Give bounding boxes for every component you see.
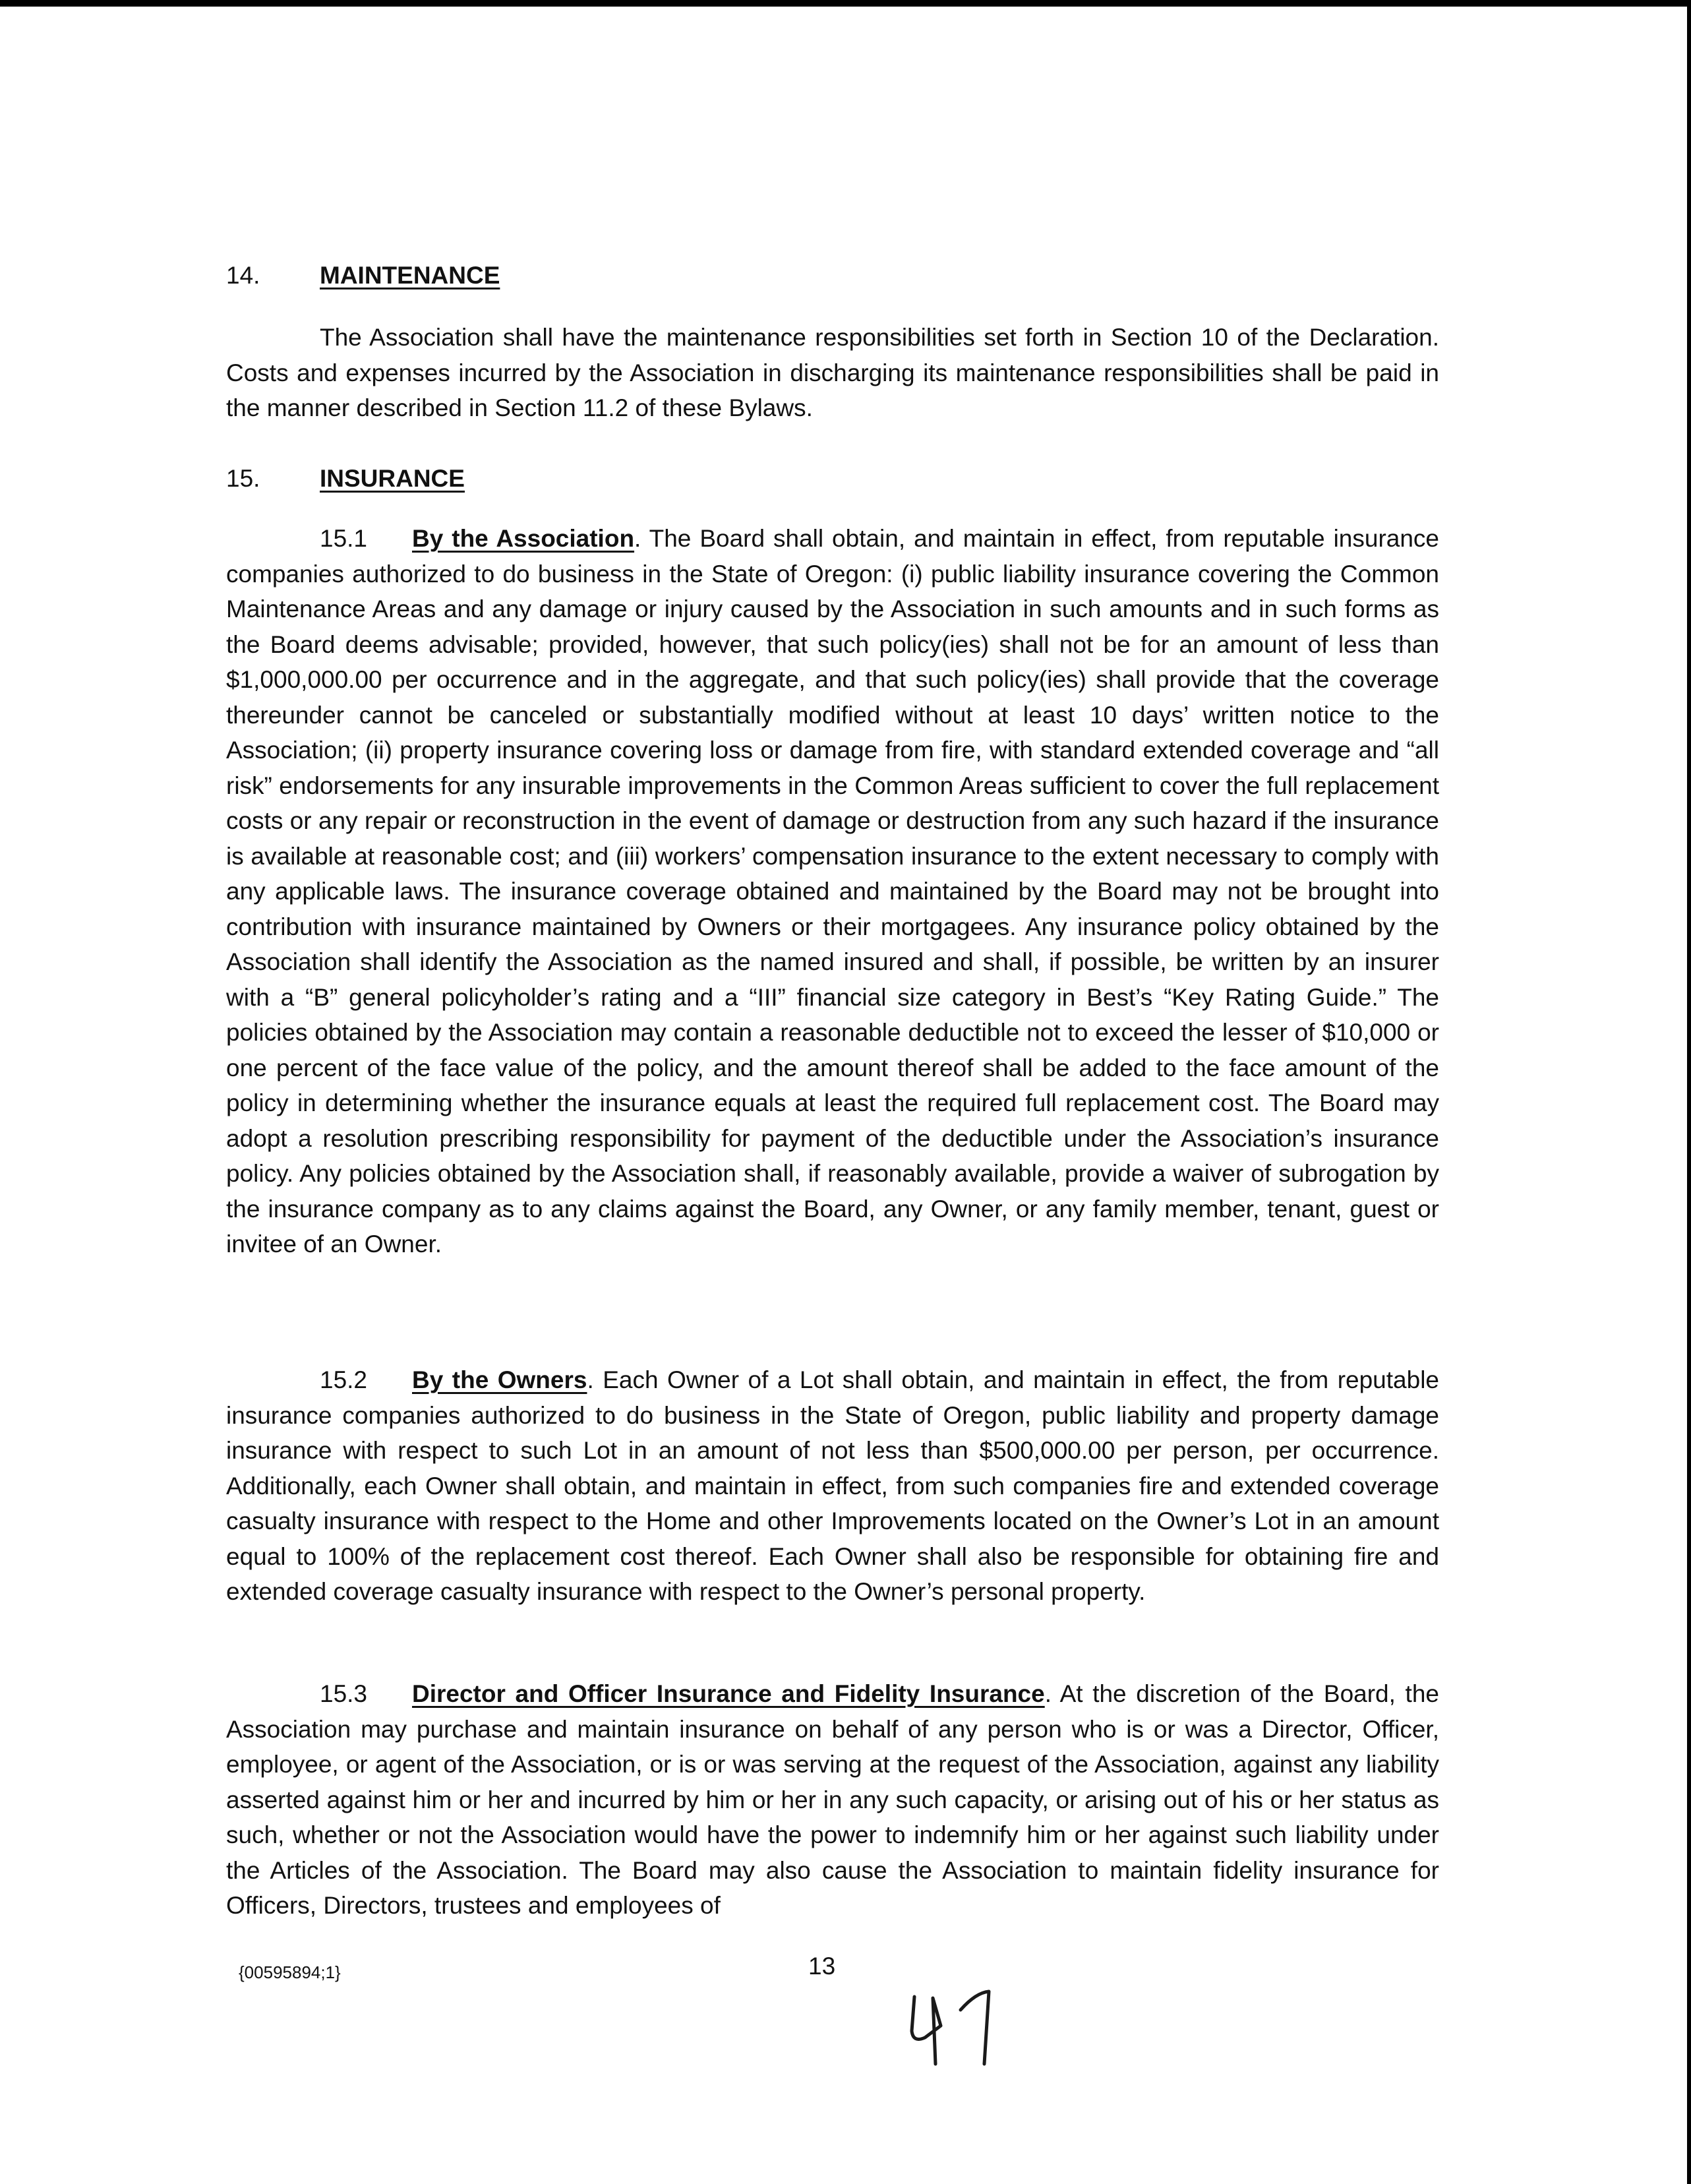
subsection-15-3-text: . At the discretion of the Board, the Association may purchase and maintain insurance on behalf of any person who is or was a Director, Officer, employee, or agent of the Association, or is or was serving at the request of the Association, against any liability asserted against him or her and incurred by him or her in any such capacity, or arising out of his or her status as such, whether or not the Association would have the power to indemnify him or her against such liability under the Articles of the Association. The Board may also cause the Association to maintain fidelity insurance for Officers, Directors, trustees and employees of	[226, 1680, 1439, 1919]
section-14-title: MAINTENANCE	[320, 262, 500, 289]
subsection-15-2	[226, 1362, 1439, 1610]
section-14-number: 14.	[226, 262, 260, 289]
subsection-15-1	[226, 521, 1439, 1262]
scan-right-border	[1687, 0, 1691, 2184]
handwritten-page-mark	[906, 1985, 1012, 2067]
subsection-15-1-number: 15.1	[320, 525, 368, 552]
section-15-number: 15.	[226, 465, 260, 492]
subsection-15-3-title: Director and Officer Insurance and Fidelity Insurance	[412, 1680, 1045, 1707]
subsection-15-2-number: 15.2	[320, 1366, 368, 1393]
subsection-15-1-text: . The Board shall obtain, and maintain in effect, from reputable insurance companies authorized to do business in the State of Oregon: (i) public liability insurance covering the Common Maintenance Areas and any damage or injury caused by the Association in such amounts and in such forms as the Board deems advisable; provided, however, that such policy(ies) shall not be for an amount of less than $1,000,000.00 per occurrence and in the aggregate, and that such policy(ies) shall provide that the coverage thereunder cannot be canceled or substantially modified without at least 10 days’ written notice to the Association; (ii) property insurance covering loss or damage from fire, with standard extended coverage and “all risk” endorsements for any insurable improvements in the Common Areas sufficient to cover the full replacement costs or any repair or reconstruction in the event of damage or destruction from any such hazard if the insurance is available at reasonable cost; and (iii) workers’ compensation insurance to the extent necessary to comply with any applicable laws. The insurance coverage obtained and maintained by the Board may not be brought into contribution with insurance maintained by Owners or their mortgagees. Any insurance policy obtained by the Association shall identify the Association as the named insured and shall, if possible, be written by an insurer with a “B” general policyholder’s rating and a “III” financial size category in Best’s “Key Rating Guide.” The policies obtained by the Association may contain a reasonable deductible not to exceed the lesser of $10,000 or one percent of the face value of the policy, and the amount thereof shall be added to the face amount of the policy in determining whether the insurance equals at least the required full replacement cost. The Board may adopt a resolution prescribing responsibility for payment of the deductible under the Association’s insurance policy. Any policies obtained by the Association shall, if reasonably available, provide a waiver of subrogation by the insurance company as to any claims against the Board, any Owner, or any family member, tenant, guest or invitee of an Owner.	[226, 525, 1439, 1258]
scan-top-border	[0, 0, 1691, 7]
subsection-15-1-title: By the Association	[412, 525, 635, 552]
subsection-15-2-text: . Each Owner of a Lot shall obtain, and maintain in effect, the from reputable insurance companies authorized to do business in the State of Oregon, public liability and property damage insurance with respect to such Lot in an amount of not less than $500,000.00 per person, per occurrence. Additionally, each Owner shall obtain, and maintain in effect, from such companies fire and extended coverage casualty insurance with respect to the Home and other Improvements located on the Owner’s Lot in an amount equal to 100% of the replacement cost thereof. Each Owner shall also be responsible for obtaining fire and extended coverage casualty insurance with respect to the Owner’s personal property.	[226, 1366, 1439, 1605]
subsection-15-2-title: By the Owners	[412, 1366, 587, 1393]
section-14-heading	[226, 261, 500, 290]
subsection-15-3	[226, 1676, 1439, 1924]
section-14-text: The Association shall have the maintenance responsibilities set forth in Section 10 of the Declaration. Costs and expenses incurred by the Association in discharging its maintenance responsibilities shall be paid in the manner described in Section 11.2 of these Bylaws.	[226, 324, 1439, 421]
document-id: {00595894;1}	[239, 1962, 341, 1982]
section-15-heading	[226, 464, 465, 493]
section-15-title: INSURANCE	[320, 465, 465, 492]
page-number: 13	[808, 1953, 836, 1980]
section-14-body	[226, 320, 1439, 426]
subsection-15-3-number: 15.3	[320, 1680, 368, 1707]
